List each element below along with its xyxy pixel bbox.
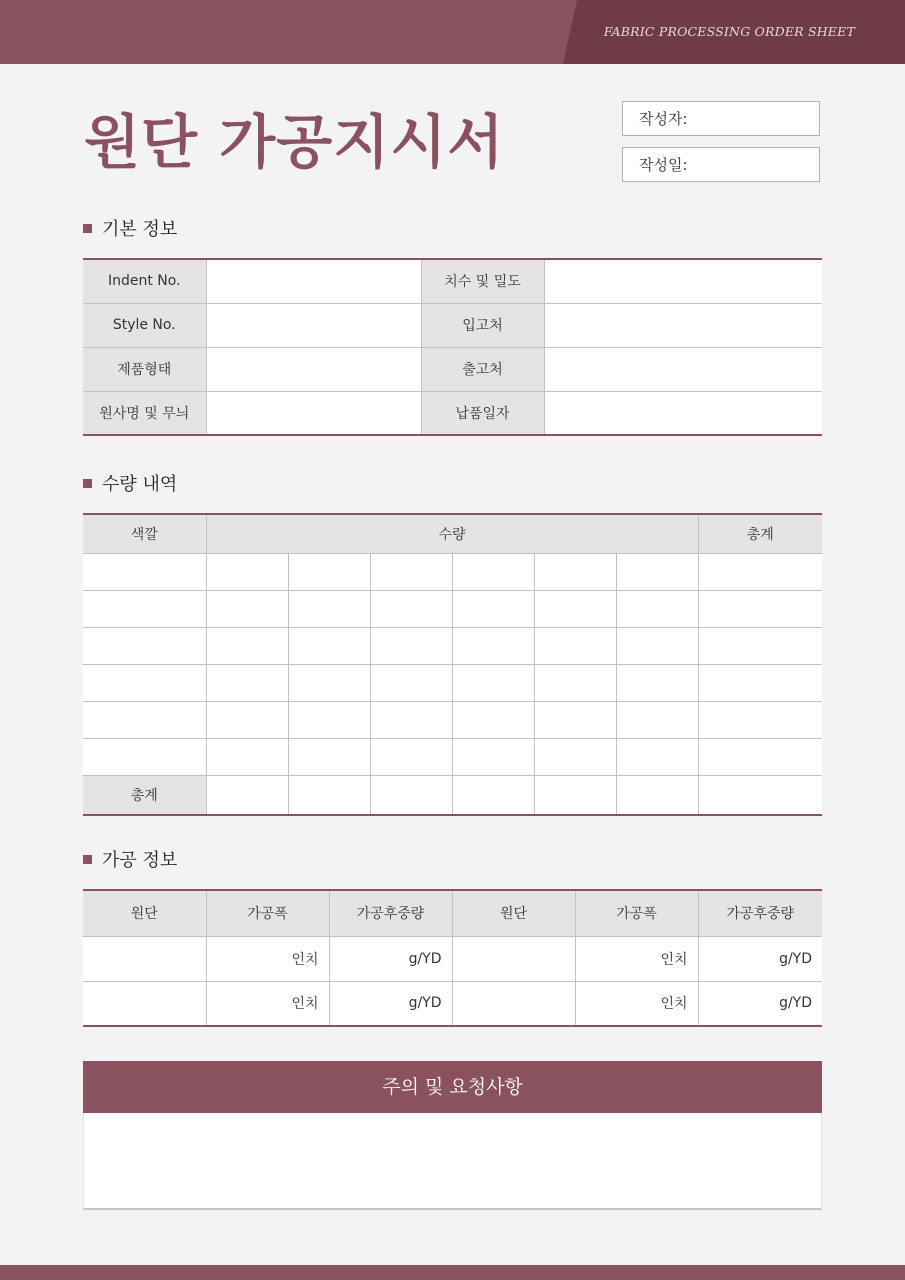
color-cell[interactable] (83, 701, 206, 738)
bullet-square-icon (83, 855, 92, 864)
table-row (83, 981, 822, 1026)
weight-gyd-cell[interactable]: g/YD (698, 981, 822, 1026)
style-no-label: Style No. (83, 303, 206, 347)
quantity-total-cell[interactable] (616, 775, 698, 815)
processing-heading (83, 849, 177, 873)
quantity-cell[interactable] (288, 701, 370, 738)
table-row (83, 553, 822, 590)
product-type-label: 제품형태 (83, 347, 206, 391)
quantity-table (83, 513, 822, 816)
fabric-header: 원단 (452, 890, 575, 936)
quantity-total-cell[interactable] (370, 775, 452, 815)
quantity-cell[interactable] (370, 553, 452, 590)
date-field[interactable] (622, 147, 820, 182)
basic-info-table (83, 258, 822, 436)
quantity-header: 수량 (206, 514, 698, 553)
processing-table (83, 889, 822, 1027)
quantity-cell[interactable] (534, 590, 616, 627)
yarn-pattern-label: 원사명 및 무늬 (83, 391, 206, 435)
grand-total-cell[interactable] (698, 775, 822, 815)
quantity-total-cell[interactable] (288, 775, 370, 815)
fabric-cell[interactable] (83, 936, 206, 981)
quantity-total-cell[interactable] (534, 775, 616, 815)
quantity-total-row (83, 775, 822, 815)
bottom-banner (0, 1265, 905, 1280)
quantity-cell[interactable] (534, 738, 616, 775)
quantity-title: 수량 내역 (102, 474, 178, 495)
quantity-cell[interactable] (206, 590, 288, 627)
receiving-place-value[interactable] (544, 303, 822, 347)
table-row (83, 347, 822, 391)
quantity-cell[interactable] (370, 664, 452, 701)
weight-gyd-cell[interactable]: g/YD (329, 981, 452, 1026)
quantity-cell[interactable] (452, 590, 534, 627)
receiving-place-label: 입고처 (421, 303, 544, 347)
size-density-label: 치수 및 밀도 (421, 259, 544, 303)
post-weight-header: 가공후중량 (698, 890, 822, 936)
quantity-cell[interactable] (616, 738, 698, 775)
quantity-cell[interactable] (534, 553, 616, 590)
total-cell[interactable] (698, 738, 822, 775)
quantity-cell[interactable] (370, 738, 452, 775)
quantity-cell[interactable] (288, 553, 370, 590)
table-row (83, 664, 822, 701)
quantity-cell[interactable] (452, 553, 534, 590)
quantity-heading (83, 473, 177, 497)
document-subtitle: FABRIC PROCESSING ORDER SHEET (603, 24, 855, 39)
color-cell[interactable] (83, 738, 206, 775)
quantity-total-cell[interactable] (206, 775, 288, 815)
quantity-cell[interactable] (370, 627, 452, 664)
table-row (83, 303, 822, 347)
processing-width-header: 가공폭 (575, 890, 698, 936)
fabric-cell[interactable] (452, 936, 575, 981)
quantity-cell[interactable] (206, 664, 288, 701)
quantity-cell[interactable] (370, 590, 452, 627)
quantity-cell[interactable] (206, 738, 288, 775)
width-inch-cell[interactable]: 인치 (206, 936, 329, 981)
processing-header-row (83, 890, 822, 936)
total-cell[interactable] (698, 627, 822, 664)
notice-header: 주의 및 요청사항 (83, 1061, 822, 1113)
quantity-cell[interactable] (452, 738, 534, 775)
basic-info-title: 기본 정보 (102, 219, 178, 240)
fabric-header: 원단 (83, 890, 206, 936)
quantity-cell[interactable] (616, 590, 698, 627)
width-inch-cell[interactable]: 인치 (206, 981, 329, 1026)
width-inch-cell[interactable]: 인치 (575, 936, 698, 981)
quantity-cell[interactable] (206, 553, 288, 590)
quantity-cell[interactable] (452, 664, 534, 701)
delivery-date-value[interactable] (544, 391, 822, 435)
table-row (83, 627, 822, 664)
quantity-cell[interactable] (534, 664, 616, 701)
yarn-pattern-value[interactable] (206, 391, 421, 435)
quantity-header-row (83, 514, 822, 553)
quantity-cell[interactable] (206, 627, 288, 664)
total-cell[interactable] (698, 664, 822, 701)
table-row (83, 259, 822, 303)
delivery-date-label: 납품일자 (421, 391, 544, 435)
post-weight-header: 가공후중량 (329, 890, 452, 936)
table-row (83, 391, 822, 435)
weight-gyd-cell[interactable]: g/YD (329, 936, 452, 981)
shipping-place-value[interactable] (544, 347, 822, 391)
notice-textarea[interactable] (83, 1113, 822, 1210)
quantity-cell[interactable] (288, 664, 370, 701)
quantity-cell[interactable] (206, 701, 288, 738)
total-cell[interactable] (698, 553, 822, 590)
shipping-place-label: 출고처 (421, 347, 544, 391)
bullet-square-icon (83, 479, 92, 488)
table-row (83, 701, 822, 738)
indent-no-label: Indent No. (83, 259, 206, 303)
weight-gyd-cell[interactable]: g/YD (698, 936, 822, 981)
bullet-square-icon (83, 224, 92, 233)
table-row (83, 936, 822, 981)
quantity-cell[interactable] (452, 627, 534, 664)
color-cell[interactable] (83, 627, 206, 664)
table-row (83, 738, 822, 775)
style-no-value[interactable] (206, 303, 421, 347)
author-field[interactable] (622, 101, 820, 136)
color-cell[interactable] (83, 553, 206, 590)
basic-info-heading (83, 218, 177, 242)
color-cell[interactable] (83, 664, 206, 701)
quantity-cell[interactable] (534, 627, 616, 664)
indent-no-value[interactable] (206, 259, 421, 303)
date-label: 작성일: (639, 156, 688, 174)
quantity-cell[interactable] (288, 738, 370, 775)
table-row (83, 590, 822, 627)
quantity-cell[interactable] (534, 701, 616, 738)
processing-width-header: 가공폭 (206, 890, 329, 936)
total-cell[interactable] (698, 590, 822, 627)
total-row-label: 총계 (83, 775, 206, 815)
size-density-value[interactable] (544, 259, 822, 303)
product-type-value[interactable] (206, 347, 421, 391)
quantity-cell[interactable] (616, 627, 698, 664)
quantity-cell[interactable] (616, 553, 698, 590)
fabric-cell[interactable] (83, 981, 206, 1026)
quantity-total-cell[interactable] (452, 775, 534, 815)
quantity-cell[interactable] (288, 627, 370, 664)
document-title: 원단 가공지시서 (84, 108, 505, 176)
width-inch-cell[interactable]: 인치 (575, 981, 698, 1026)
total-header: 총계 (698, 514, 822, 553)
color-cell[interactable] (83, 590, 206, 627)
quantity-cell[interactable] (288, 590, 370, 627)
color-header: 색깔 (83, 514, 206, 553)
fabric-cell[interactable] (452, 981, 575, 1026)
quantity-cell[interactable] (452, 701, 534, 738)
author-label: 작성자: (639, 110, 688, 128)
total-cell[interactable] (698, 701, 822, 738)
quantity-cell[interactable] (616, 664, 698, 701)
quantity-cell[interactable] (616, 701, 698, 738)
processing-title: 가공 정보 (102, 850, 178, 871)
quantity-cell[interactable] (370, 701, 452, 738)
